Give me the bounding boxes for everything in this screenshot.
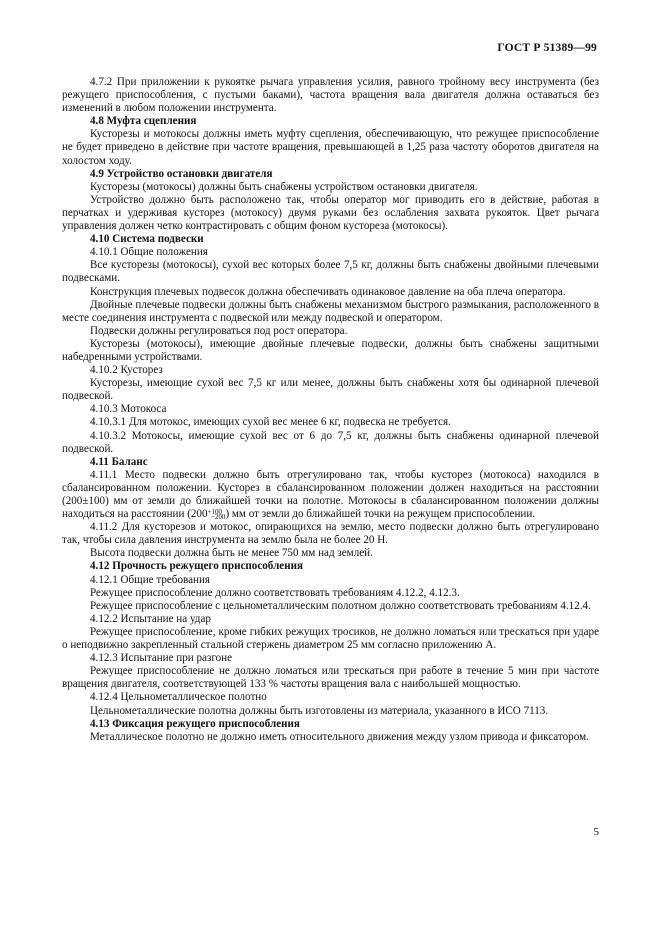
paragraph-with-tolerance xyxy=(62,469,599,521)
paragraph: Режущее приспособление должно соответствовать требованиям 4.12.2, 4.12.3. xyxy=(90,586,460,599)
subsection-title: 4.12.3 Испытание при разгоне xyxy=(90,652,233,665)
subsection-title: 4.10.1 Общие положения xyxy=(90,246,208,259)
paragraph: Кусторезы (мотокосы) должны быть снабжены устройством остановки двигателя. xyxy=(90,180,478,193)
paragraph: Режущее приспособление не должно ломаться или трескаться при работе в течение 5 мин при частоте вращения двигателя, соответствующей 133 % частоты вращения вала с наибольшей мощностью. xyxy=(62,665,599,691)
paragraph: Кусторезы и мотокосы должны иметь муфту сцепления, обеспечивающую, что режущее приспособление не будет приведено в действие при частоте вращения, превышающей в 1,25 раза частоту оборотов двигателя на холостом ходу. xyxy=(62,128,599,167)
tolerance-base: (200 xyxy=(187,508,208,521)
subsection-title: 4.10.2 Кусторез xyxy=(90,364,163,377)
subsection-title: 4.12.1 Общие требования xyxy=(90,573,210,586)
paragraph: 4.7.2 При приложении к рукоятке рычага управления усилия, равного тройному весу инструмента (без режущего приспособления, с пустыми баками), частота вращения вала двигателя должна оставаться без изменений в любом положении инструмента. xyxy=(62,76,599,115)
paragraph: Высота подвески должна быть не менее 750 мм над землей. xyxy=(90,547,373,560)
section-heading-4-11: 4.11 Баланс xyxy=(90,455,148,468)
page-number: 5 xyxy=(593,826,599,838)
paragraph-text: 4.11.1 Место подвески должно быть отрегулировано так, чтобы кусторез (мотокоса) находился в сбалансированном положении. Кусторез в сбалансированном положении должен находиться на расстоянии (200±100) мм от земли до ближайшей точки на полотне. Мотокосы в сбалансированном положении должны находиться на расстоянии xyxy=(62,468,599,521)
paragraph: 4.10.3.1 Для мотокос, имеющих сухой вес менее 6 кг, подвеска не требуется. xyxy=(90,416,451,429)
paragraph-text-tail: ) мм от земли до ближайшей точки на режущем приспособлении. xyxy=(225,508,536,521)
paragraph: Режущее приспособление, кроме гибких режущих тросиков, не должно ломаться или трескаться при ударе о неподвижно закрепленный стальной стержень диаметром 25 мм согласно приложению А. xyxy=(62,625,599,652)
paragraph: 4.10.3.2 Мотокосы, имеющие сухой вес от 6 до 7,5 кг, должны быть снабжены одинарной плечевой подвеской. xyxy=(62,429,599,455)
tolerance-upper: +100 xyxy=(207,508,222,517)
paragraph: Металлическое полотно не должно иметь относительного движения между узлом привода и фиксатором. xyxy=(90,730,589,743)
paragraph: 4.11.2 Для кусторезов и мотокос, опирающихся на землю, место подвески должно быть отрегулировано так, чтобы сила давления инструмента на землю была не более 20 Н. xyxy=(62,521,599,547)
tolerance-lower: −200 xyxy=(210,513,226,522)
document-body xyxy=(62,76,599,744)
subsection-title: 4.10.3 Мотокоса xyxy=(90,403,167,416)
section-heading-4-9: 4.9 Устройство остановки двигателя xyxy=(90,167,273,180)
section-heading-4-8: 4.8 Муфта сцепления xyxy=(90,115,197,128)
paragraph: Все кусторезы (мотокосы), сухой вес которых более 7,5 кг, должны быть снабжены двойными плечевыми подвесками. xyxy=(62,259,599,285)
subsection-title: 4.12.2 Испытание на удар xyxy=(90,612,211,625)
paragraph: Подвески должны регулироваться под рост оператора. xyxy=(90,324,348,337)
section-heading-4-13: 4.13 Фиксация режущего приспособления xyxy=(90,717,300,730)
paragraph: Кусторезы (мотокосы), имеющие двойные плечевые подвески, должны быть снабжены защитными набедренными устройствами. xyxy=(62,337,599,363)
paragraph: Цельнометаллические полотна должны быть изготовлены из материала, указанного в ИСО 7113. xyxy=(90,704,549,717)
paragraph: Устройство должно быть расположено так, чтобы оператор мог приводить его в действие, работая в перчатках и удерживая кусторез (мотокосу) двумя руками без ослабления захвата рукояток. Цвет рычага управления должен четко контрастировать с общим фоном кустореза (мотокосы). xyxy=(62,193,599,233)
paragraph: Кусторезы, имеющие сухой вес 7,5 кг или менее, должны быть снабжены хотя бы одинарной плечевой подвеской. xyxy=(62,377,599,403)
paragraph: Конструкция плечевых подвесок должна обеспечивать одинаковое давление на оба плеча оператора. xyxy=(90,285,566,298)
paragraph: Двойные плечевые подвески должны быть снабжены механизмом быстрого размыкания, расположенного в месте соединения инструмента с подвеской или между подвеской и оператором. xyxy=(62,298,599,324)
page-header-standard: ГОСТ Р 51389—99 xyxy=(497,42,597,54)
section-heading-4-10: 4.10 Система подвески xyxy=(90,233,204,246)
paragraph: Режущее приспособление с цельнометаллическим полотном должно соответствовать требованиям 4.12.4. xyxy=(90,599,591,612)
section-heading-4-12: 4.12 Прочность режущего приспособления xyxy=(90,560,304,573)
subsection-title: 4.12.4 Цельнометаллическое полотно xyxy=(90,691,267,704)
